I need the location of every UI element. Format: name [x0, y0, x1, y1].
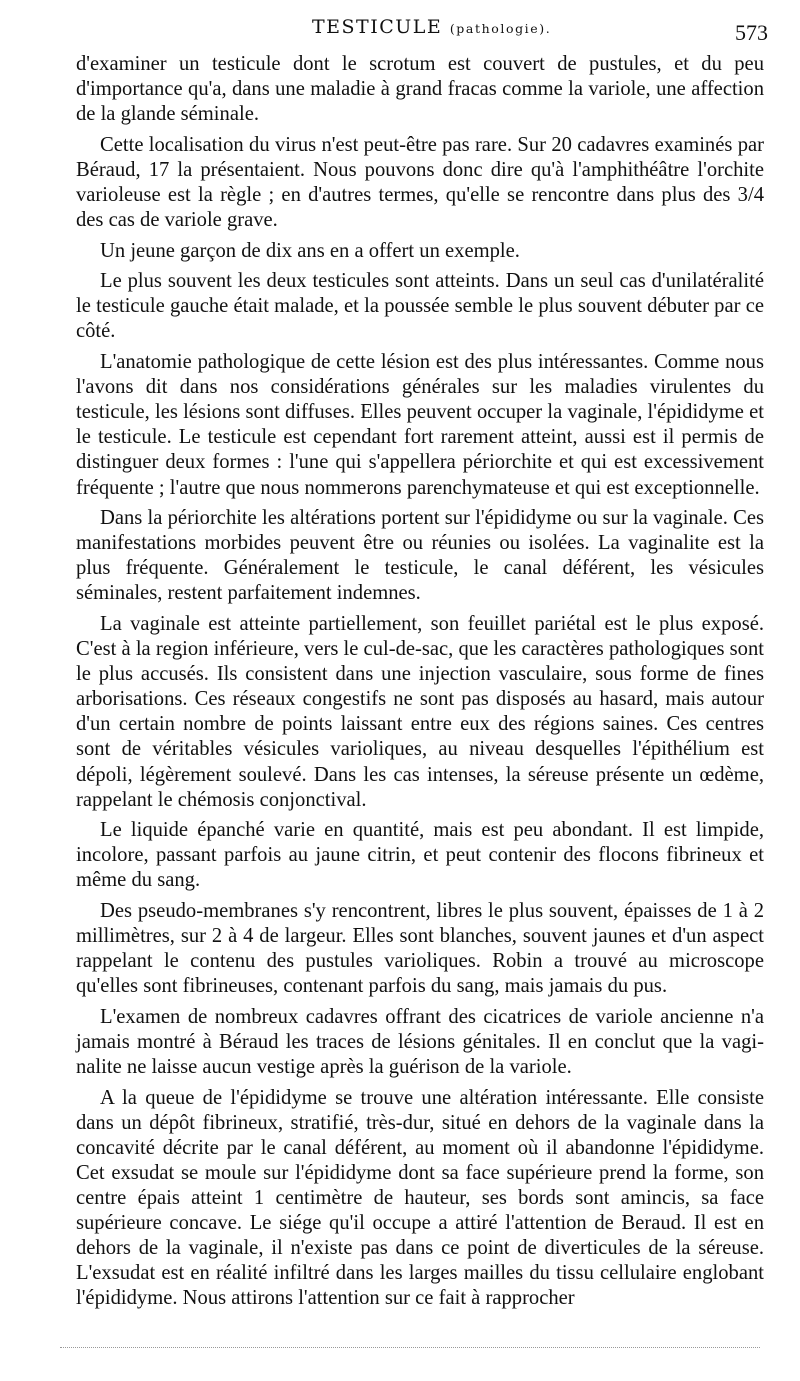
header-subtitle: (pathologie). — [449, 21, 552, 36]
paragraph: Dans la périorchite les altérations portent sur l'épididyme ou sur la vaginale. Ces manifestations morbides peuvent être ou réunies ou isolées. La vaginalite est la plus fréquente. Généralement le testicule, le canal déférent, les vésicules séminales, restent parfaitement indemnes. — [76, 507, 764, 605]
running-header — [0, 16, 800, 50]
body-text — [76, 52, 764, 1317]
paragraph: Cette localisation du virus n'est peut-être pas rare. Sur 20 cadavres examinés par Béraud, 17 la présentaient. Nous pouvons donc dire qu'à l'amphithéâtre l'orchite varioleuse est la règle ; en d'autres termes, qu'elle se rencontre dans plus des 3/4 des cas de variole grave. — [76, 133, 764, 232]
page-number: 573 — [735, 20, 768, 45]
paragraph: Des pseudo-membranes s'y rencontrent, libres le plus souvent, épaisses de 1 à 2 millimètres, sur 2 à 4 de largeur. Elles sont blanches, souvent jaunes et d'un aspect rappelant le contenu des pustules varioliques. Robin a trouvé au microscope qu'elles sont fibrineuses, contenant parfois du sang, mais jamais du pus. — [76, 900, 764, 998]
running-title — [312, 16, 551, 38]
paragraph: Le liquide épanché varie en quantité, mais est peu abondant. Il est limpide, incolore, passant parfois au jaune citrin, et peut contenir des flocons fibrineux et même du sang. — [76, 819, 764, 892]
footer-dotted-rule — [60, 1347, 760, 1354]
header-title: TESTICULE — [312, 16, 443, 38]
paragraph: d'examiner un testicule dont le scrotum est couvert de pustules, et du peu d'importance qu'a, dans une maladie à grand fracas comme la variole, une affection de la glande séminale. — [76, 53, 764, 126]
paragraph: L'examen de nombreux cadavres offrant des cicatrices de variole ancienne n'a jamais montré à Béraud les traces de lésions génitales. Il en conclut que la vaginalite ne laisse aucun vestige après la guérison de la variole. — [76, 1005, 764, 1079]
paragraph: Le plus souvent les deux testicules sont atteints. Dans un seul cas d'unilatéralité le testicule gauche était malade, et la poussée semble le plus souvent débuter par ce côté. — [76, 270, 764, 343]
paragraph: La vaginale est atteinte partiellement, son feuillet pariétal est le plus exposé. C'est à la region inférieure, vers le cul-de-sac, que les caractères pathologiques sont le plus accusés. Ils consistent dans une injection vasculaire, sous forme de fines arborisations. Ces réseaux congestifs ne sont pas disposés au hasard, mais autour d'un certain nombre de points laissant entre eux des régions saines. Ces centres sont de véritables vésicules varioliques, au niveau desquelles l'épithélium est dépoli, légèrement soulevé. Dans les cas intenses, la séreuse présente un œdème, rappelant le chémosis conjonctival. — [76, 612, 764, 811]
paragraph: A la queue de l'épididyme se trouve une altération intéressante. Elle consiste dans un dépôt fibrineux, stratifié, très-dur, situé en dehors de la vaginale dans la concavité décrite par le canal déférent, au moment où il abandonne l'épididyme. Cet exsudat se moule sur l'épididyme dont sa face supérieure prend la forme, son centre épais atteint 1 centimètre de hauteur, ses bords sont amincis, sa face supérieure concave. Le siége qu'il occupe a attiré l'attention de Beraud. Il est en dehors de la vaginale, il n'existe pas dans ce point de diverticules de la séreuse. L'exsudat est en réalité infiltré dans les larges mailles du tissu cellulaire englobant l'épididyme. Nous attirons l'attention sur ce fait à rapprocher — [76, 1086, 764, 1310]
paragraph: Un jeune garçon de dix ans en a offert un exemple. — [100, 239, 520, 262]
paragraph: L'anatomie pathologique de cette lésion est des plus intéressantes. Comme nous l'avons dit dans nos considérations générales sur les maladies virulentes du testicule, les lésions sont diffuses. Elles peuvent occuper la vaginale, l'épididyme et le testicule. Le testicule est cependant fort rarement atteint, aussi est il permis de distinguer deux formes : l'une qui s'appellera périorchite et qui est excessivement fréquente ; l'autre que nous nommerons parenchymateuse et qui est exceptionnelle. — [76, 351, 764, 499]
